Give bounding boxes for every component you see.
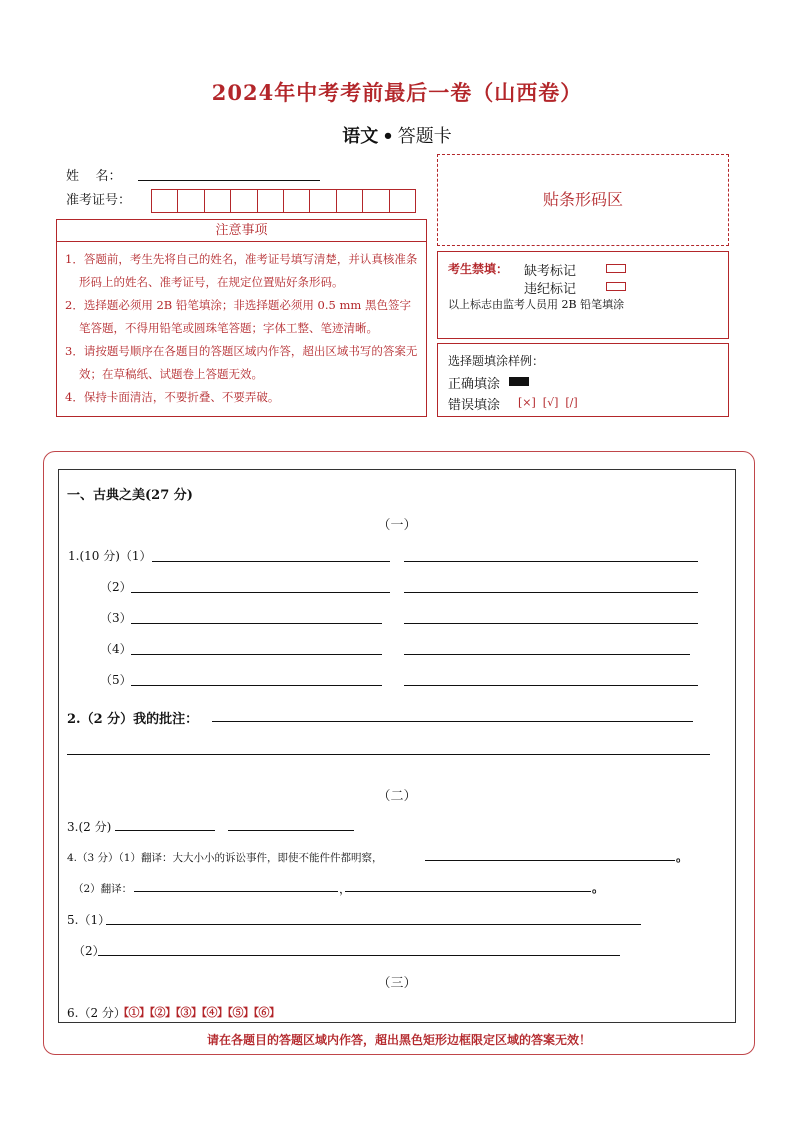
q1-4-answer-line-b[interactable] <box>404 654 690 655</box>
section-title: 一、古典之美(27 分) <box>67 488 193 503</box>
notice-title: 注意事项 <box>56 219 427 242</box>
notice-item: 2．选择题必须用 2B 铅笔填涂；非选择题必须用 0.5 mm 黑色签字笔答题，不得用铅笔或圆珠笔答题；字体工整、笔迹清晰。 <box>65 298 411 335</box>
part-two-heading: （二） <box>377 789 417 804</box>
q4-1-end-punct: 。 <box>676 850 689 864</box>
wrong-fill-samples: [×] [√] [/] <box>518 396 578 409</box>
q4-2-answer-line-b[interactable] <box>345 891 591 892</box>
name-label: 姓 名： <box>66 169 122 184</box>
q5-2-label: （2） <box>73 944 105 958</box>
notice-item: 4．保持卡面清洁，不要折叠、不要弄破。 <box>65 390 280 404</box>
q4-2-label: （2）翻译： <box>73 883 133 895</box>
violation-mark-box[interactable] <box>606 282 626 291</box>
q1-1-answer-line-b[interactable] <box>404 561 698 562</box>
q1-3-answer-line-a[interactable] <box>131 623 382 624</box>
q1-2-answer-line-b[interactable] <box>404 592 698 593</box>
q5-2-answer-line[interactable] <box>98 955 620 956</box>
q5-label: 5.（1） <box>67 913 111 927</box>
notice-item: 1．答题前，考生先将自己的姓名，准考证号填写清楚，并认真核准条形码上的姓名、准考证号，在规定位置贴好条形码。 <box>65 252 418 289</box>
name-field[interactable] <box>138 180 320 181</box>
id-digit-box[interactable] <box>177 189 203 213</box>
id-digit-box[interactable] <box>204 189 230 213</box>
q1-3-answer-line-b[interactable] <box>404 623 698 624</box>
id-digit-box[interactable] <box>389 189 416 213</box>
q5-1-answer-line[interactable] <box>106 924 641 925</box>
q1-sub-label: （4） <box>100 642 132 656</box>
fill-sample-box <box>437 343 729 417</box>
q1-4-answer-line-a[interactable] <box>131 654 382 655</box>
subtitle-dot: • <box>382 126 394 147</box>
notice-item: 3．请按题号顺序在各题目的答题区域内作答，超出区域书写的答案无效；在草稿纸、试题卷上答题无效。 <box>65 344 418 381</box>
q6-options[interactable]: 【①】【②】【③】【④】【⑤】【⑥】 <box>118 1006 280 1019</box>
q3-label: 3.(2 分) <box>67 820 112 834</box>
q1-5-answer-line-a[interactable] <box>131 685 382 686</box>
q2-answer-line-a[interactable] <box>212 721 693 722</box>
forbidden-note: 以上标志由监考人员用 2B 铅笔填涂 <box>448 298 625 311</box>
q4-2-mid-punct: ， <box>339 882 352 896</box>
id-digit-box[interactable] <box>230 189 256 213</box>
id-digit-box[interactable] <box>309 189 335 213</box>
absent-mark-label: 缺考标记 <box>524 264 577 279</box>
correct-fill-label: 正确填涂 <box>448 377 501 392</box>
q4-label: 4.（3 分）（1）翻译：大大小小的诉讼事件，即使不能件件都明察， <box>67 852 383 864</box>
notice-body <box>56 242 427 417</box>
q6-label: 6.（2 分） <box>67 1006 126 1020</box>
violation-mark-label: 违纪标记 <box>524 282 577 297</box>
q1-sub-label: （2） <box>100 580 132 594</box>
q1-label: 1.(10 分)（1） <box>68 549 152 563</box>
q2-answer-line-b[interactable] <box>67 754 710 755</box>
sample-title: 选择题填涂样例： <box>448 354 545 368</box>
id-digit-box[interactable] <box>336 189 362 213</box>
answer-card-label: 答题卡 <box>397 126 452 147</box>
q2-label: 2.（2 分）我的批注： <box>67 712 199 727</box>
part-three-heading: （三） <box>377 976 417 991</box>
id-digit-box[interactable] <box>362 189 388 213</box>
q4-2-answer-line-a[interactable] <box>134 891 338 892</box>
correct-fill-sample <box>509 377 529 386</box>
q1-sub-label: （5） <box>100 673 132 687</box>
barcode-area: 贴条形码区 <box>437 154 729 246</box>
footer-warning: 请在各题目的答题区域内作答，超出黑色矩形边框限定区域的答案无效！ <box>206 1033 591 1047</box>
answer-region-inner <box>58 469 736 1023</box>
id-digit-box[interactable] <box>283 189 309 213</box>
forbidden-label: 考生禁填： <box>448 262 509 276</box>
exam-id-boxes[interactable] <box>151 189 416 213</box>
absent-mark-box[interactable] <box>606 264 626 273</box>
q1-sub-label: （3） <box>100 611 132 625</box>
part-one-heading: （一） <box>377 518 417 533</box>
q3-answer-line-b[interactable] <box>228 830 354 831</box>
q3-answer-line-a[interactable] <box>115 830 215 831</box>
q1-2-answer-line-a[interactable] <box>131 592 390 593</box>
q1-1-answer-line-a[interactable] <box>152 561 390 562</box>
id-digit-box[interactable] <box>151 189 177 213</box>
examiner-only-box <box>437 251 729 339</box>
page-title: 2024年中考考前最后一卷（山西卷） <box>211 80 583 105</box>
q4-1-answer-line[interactable] <box>425 860 675 861</box>
id-digit-box[interactable] <box>257 189 283 213</box>
subject-label: 语文 <box>342 126 379 147</box>
exam-id-label: 准考证号： <box>66 193 132 208</box>
wrong-fill-label: 错误填涂 <box>448 398 501 413</box>
q1-5-answer-line-b[interactable] <box>404 685 698 686</box>
q4-2-end-punct: 。 <box>592 881 605 895</box>
page-subtitle <box>0 122 794 148</box>
